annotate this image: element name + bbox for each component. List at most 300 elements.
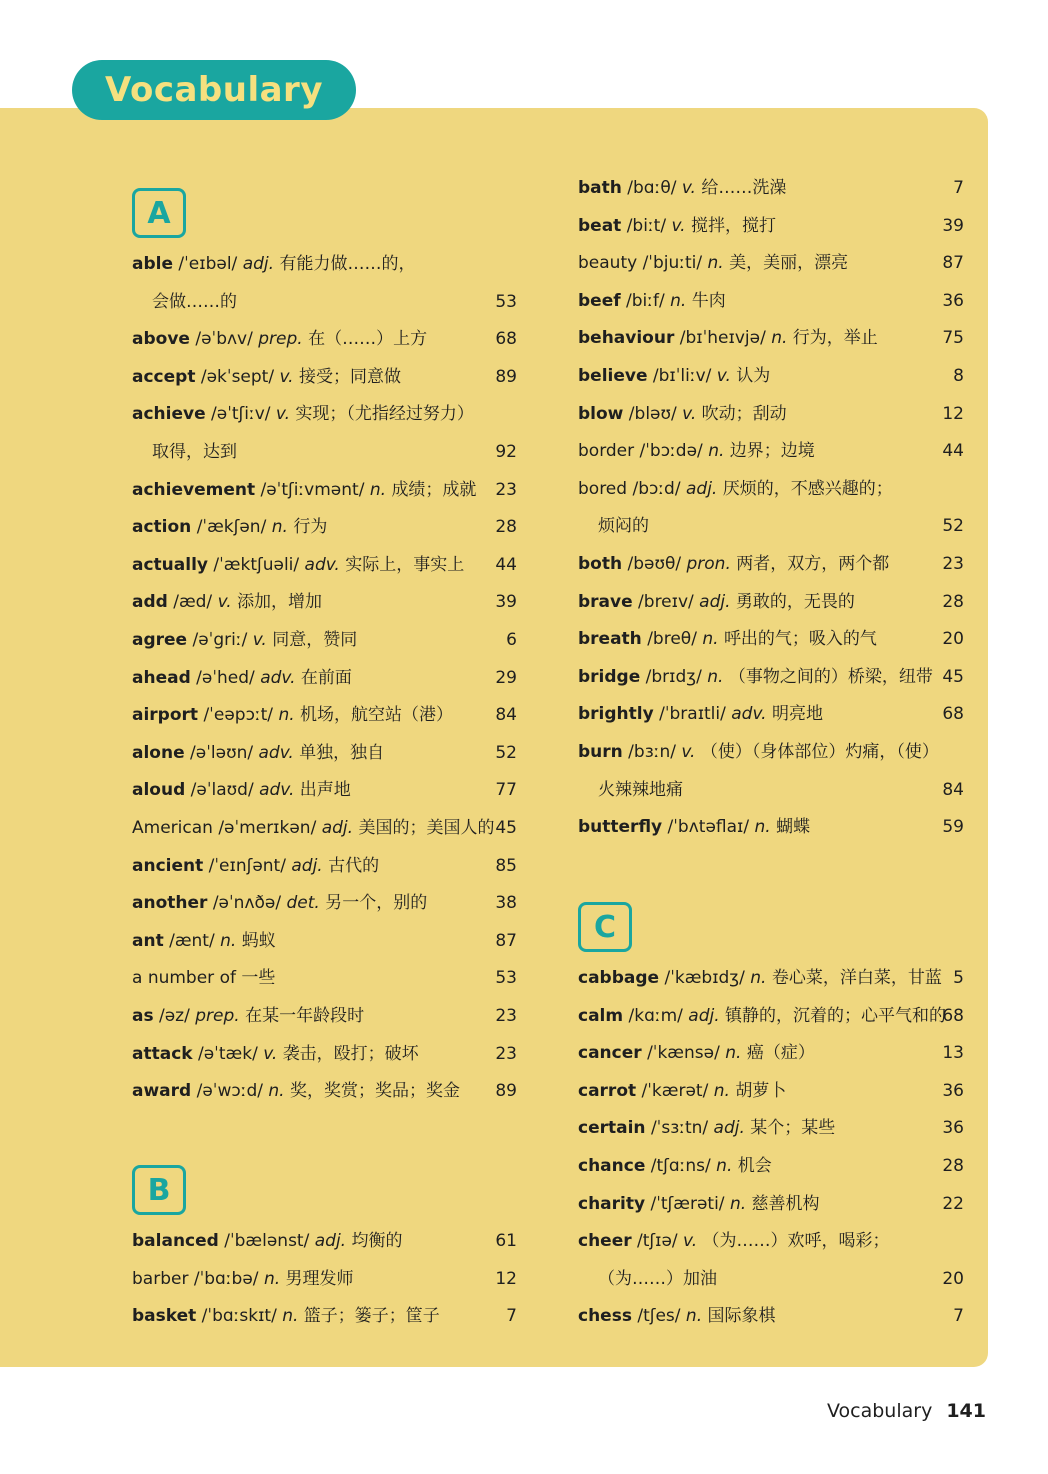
entry-phonetic: /brɪdʒ/: [645, 666, 702, 687]
entry-part-of-speech: prep.: [258, 329, 303, 350]
entry-page-number: 45: [495, 818, 517, 838]
vocabulary-entry: [578, 1077, 964, 1105]
entry-part-of-speech: adj.: [699, 591, 731, 612]
entry-phonetic: /ˈækʃən/: [196, 517, 267, 538]
entry-definition: 吹动；刮动: [701, 403, 787, 424]
entry-headword: bath: [578, 178, 622, 198]
entry-phonetic: /bɔːd/: [632, 478, 681, 499]
vocabulary-entry: [132, 701, 517, 729]
entry-page-number: 23: [495, 479, 517, 500]
entry-page-number: 20: [942, 1268, 964, 1289]
entry-headword: carrot: [578, 1080, 637, 1101]
entry-phonetic: /ˈkærət/: [641, 1080, 709, 1101]
entry-page-number: 36: [942, 1080, 964, 1101]
entry-definition: 单独，独自: [299, 742, 385, 763]
entry-continuation: [578, 1265, 964, 1293]
entry-part-of-speech: n.: [268, 1081, 285, 1102]
entry-page-number: 23: [495, 1006, 517, 1026]
entry-headword: American: [132, 818, 213, 838]
vocabulary-entry: [578, 1227, 964, 1255]
entry-definition: 篮子；篓子；筐子: [303, 1306, 440, 1327]
entry-definition: 一些: [241, 968, 276, 989]
entry-phonetic: /bɪˈheɪvjə/: [679, 328, 766, 349]
entry-headword: as: [132, 1006, 154, 1026]
entry-part-of-speech: n.: [771, 328, 788, 349]
entry-part-of-speech: v.: [681, 742, 696, 762]
vocabulary-entry: [132, 400, 517, 428]
entry-definition: 同意，赞同: [272, 630, 358, 650]
vocabulary-entry: [132, 776, 517, 804]
entry-definition: 蝴蝶: [776, 817, 811, 838]
entry-phonetic: /biːt/: [626, 215, 667, 236]
entry-headword: airport: [132, 705, 199, 726]
vocabulary-entry: [132, 927, 517, 955]
entry-headword: cancer: [578, 1043, 642, 1064]
vocabulary-entry: [132, 1227, 517, 1255]
entry-part-of-speech: n.: [716, 1156, 733, 1176]
entry-page-number: 23: [942, 554, 964, 574]
entry-phonetic: /əˈhed/: [196, 667, 255, 688]
entry-headword: add: [132, 592, 168, 613]
entry-page-number: 28: [942, 1156, 964, 1176]
entry-phonetic: /əˈmerɪkən/: [218, 818, 317, 838]
entry-headword: achieve: [132, 404, 206, 425]
entry-page-number: 20: [942, 629, 964, 650]
vocabulary-entry: [578, 475, 964, 503]
entry-headword: beef: [578, 290, 621, 311]
entry-page-number: 7: [506, 1306, 517, 1327]
entry-headword: breath: [578, 629, 642, 650]
entry-part-of-speech: v.: [716, 366, 731, 386]
entry-phonetic: /ˈkæbɪdʒ/: [664, 968, 745, 988]
footer-label: Vocabulary: [827, 1400, 933, 1422]
entry-part-of-speech: n.: [707, 253, 724, 274]
entry-headword: burn: [578, 742, 623, 762]
vocabulary-entry: [578, 362, 964, 390]
entry-definition: 慈善机构: [751, 1193, 820, 1214]
vocabulary-entry: [578, 1039, 964, 1067]
entry-part-of-speech: n.: [713, 1080, 730, 1101]
vocabulary-entry: [578, 324, 964, 352]
entry-definition: （事物之间的）桥梁，纽带: [728, 666, 933, 687]
vocabulary-entry: [578, 625, 964, 653]
entry-page-number: 7: [953, 178, 964, 198]
entry-part-of-speech: v.: [252, 630, 267, 650]
entry-headword: brave: [578, 591, 633, 612]
vocabulary-entry: [132, 1077, 517, 1105]
entry-phonetic: /tʃɑːns/: [650, 1156, 711, 1176]
entry-definition: 在（……）上方: [308, 329, 428, 350]
entry-headword: beat: [578, 215, 622, 236]
entry-headword: action: [132, 517, 192, 538]
entry-definition: 古代的: [328, 855, 380, 876]
entry-part-of-speech: adj.: [314, 1231, 347, 1251]
entry-page-number: 85: [495, 855, 517, 876]
entry-phonetic: /bɑːθ/: [627, 178, 677, 198]
entry-phonetic: /ˈbʌtəflaɪ/: [667, 817, 750, 838]
vocabulary-entry: [132, 852, 517, 880]
entry-page-number: 92: [495, 442, 517, 462]
entry-definition: （使）（身体部位）灼痛，（使）: [700, 742, 939, 762]
section-letter-b: B: [132, 1165, 186, 1215]
entry-part-of-speech: n.: [263, 1268, 281, 1289]
entry-definition: 有能力做……的，: [279, 254, 416, 274]
entry-page-number: 29: [495, 667, 517, 688]
entry-headword: both: [578, 554, 623, 574]
entry-page-number: 68: [495, 329, 517, 350]
entry-definition: 胡萝卜: [735, 1080, 787, 1101]
entry-definition: 机会: [737, 1156, 772, 1176]
entry-definition: （为……）欢呼，喝彩；: [702, 1231, 890, 1252]
entry-phonetic: /əˈtʃiːvmənt/: [260, 479, 365, 500]
entry-part-of-speech: n.: [369, 479, 387, 500]
entry-phonetic: /kɑːm/: [628, 1005, 683, 1026]
entry-phonetic: /əˈgriː/: [192, 630, 248, 650]
vocabulary-entry: [578, 437, 964, 465]
entry-page-number: 12: [495, 1268, 517, 1289]
entry-phonetic: /əˈtæk/: [198, 1043, 258, 1064]
entry-page-number: 89: [495, 366, 517, 387]
entry-page-number: 22: [942, 1193, 964, 1214]
entry-headword: ancient: [132, 855, 204, 876]
entry-headword: border: [578, 441, 635, 462]
entry-part-of-speech: adv.: [731, 704, 767, 725]
page-number: 141: [946, 1400, 986, 1422]
section-letter-a: A: [132, 188, 186, 238]
vocabulary-entry: [132, 1040, 517, 1068]
entry-definition: 成绩；成就: [391, 479, 477, 500]
vocabulary-entry: [578, 550, 964, 578]
entry-phonetic: /ˈtʃærəti/: [650, 1193, 725, 1214]
entry-headword: another: [132, 893, 208, 914]
entry-part-of-speech: v.: [681, 178, 696, 198]
entry-definition: 牛肉: [691, 290, 726, 311]
entry-page-number: 52: [495, 742, 517, 763]
entry-headword: agree: [132, 630, 188, 650]
entry-definition: 奖，奖赏；奖品；奖金: [289, 1081, 460, 1102]
entry-definition: 卷心菜，洋白菜，甘蓝: [771, 968, 942, 988]
entry-phonetic: /ˈbælənst/: [224, 1231, 310, 1251]
entry-headword: attack: [132, 1043, 193, 1064]
entry-part-of-speech: v.: [683, 1231, 698, 1252]
entry-headword: blow: [578, 403, 624, 424]
entry-headword: above: [132, 329, 190, 350]
entry-page-number: 39: [495, 592, 517, 613]
vocabulary-entry: [578, 700, 964, 728]
vocabulary-entry: [132, 889, 517, 917]
entry-definition: 实现；（尤指经过努力）: [295, 404, 474, 425]
entry-definition: 火辣辣地痛: [598, 779, 683, 800]
entry-definition: 男理发师: [285, 1268, 354, 1289]
entry-definition: 呼出的气；吸入的气: [723, 629, 877, 650]
vocabulary-entry: [132, 1302, 517, 1330]
entry-headword: able: [132, 254, 173, 274]
entry-phonetic: /bəʊθ/: [627, 554, 682, 574]
entry-part-of-speech: n.: [725, 1043, 742, 1064]
vocabulary-entry: [578, 1302, 964, 1330]
entry-definition: 蚂蚁: [241, 930, 276, 951]
entry-definition: 会做……的: [152, 291, 237, 312]
entry-definition: 机场，航空站（港）: [300, 705, 454, 726]
vocabulary-entry: [578, 287, 964, 315]
entry-part-of-speech: n.: [670, 290, 687, 311]
entry-page-number: 75: [942, 328, 964, 349]
entry-page-number: 23: [495, 1043, 517, 1064]
entry-page-number: 7: [953, 1306, 964, 1327]
section-letter-c: C: [578, 902, 632, 952]
page-footer: [827, 1400, 986, 1422]
vocabulary-entry: [578, 174, 964, 202]
entry-definition: 国际象棋: [707, 1306, 776, 1327]
entry-phonetic: /ˈeɪbəl/: [178, 254, 238, 274]
vocabulary-entry: [132, 476, 517, 504]
entry-page-number: 68: [942, 1005, 964, 1026]
entry-headword: alone: [132, 742, 185, 763]
entry-continuation: [578, 776, 964, 804]
vocabulary-entry: [132, 814, 517, 842]
page-title-pill: [72, 60, 356, 120]
vocabulary-entry: [132, 1002, 517, 1030]
entry-definition: 另一个，别的: [325, 893, 428, 914]
entry-page-number: 87: [495, 930, 517, 951]
entry-page-number: 44: [942, 441, 964, 462]
entry-page-number: 87: [942, 253, 964, 274]
entry-definition: 认为: [736, 366, 771, 386]
entry-phonetic: /tʃɪə/: [637, 1231, 678, 1252]
entry-headword: cheer: [578, 1231, 632, 1252]
vocabulary-entry: [132, 551, 517, 579]
entry-page-number: 45: [942, 666, 964, 687]
entry-part-of-speech: v.: [275, 404, 290, 425]
entry-part-of-speech: n.: [282, 1306, 299, 1327]
entry-phonetic: /breɪv/: [638, 591, 694, 612]
entry-part-of-speech: adj.: [688, 1005, 720, 1026]
entry-definition: 烦闷的: [598, 516, 649, 537]
entry-part-of-speech: n.: [754, 817, 771, 838]
entry-definition: 给……洗澡: [701, 178, 787, 198]
vocabulary-entry: [132, 626, 517, 654]
entry-page-number: 68: [942, 704, 964, 725]
entry-definition: 两者，双方，两个都: [736, 554, 890, 574]
entry-continuation: [132, 288, 517, 316]
entry-part-of-speech: adv.: [304, 554, 340, 575]
entry-headword: bridge: [578, 666, 641, 687]
entry-headword: butterfly: [578, 817, 663, 838]
entry-definition: 取得，达到: [152, 442, 237, 462]
vocabulary-entry: [132, 739, 517, 767]
entry-definition: 某个；某些: [750, 1118, 836, 1139]
entry-part-of-speech: adv.: [260, 667, 296, 688]
vocabulary-entry: [132, 363, 517, 391]
entry-phonetic: /bləʊ/: [628, 403, 677, 424]
entry-part-of-speech: prep.: [195, 1006, 240, 1026]
vocabulary-entry: [578, 813, 964, 841]
entry-phonetic: /əˈwɔːd/: [196, 1081, 263, 1102]
entry-part-of-speech: v.: [217, 592, 232, 613]
entry-phonetic: /ˈbjuːti/: [642, 253, 703, 274]
entry-headword: charity: [578, 1193, 646, 1214]
entry-phonetic: /ˈæktʃuəli/: [213, 554, 300, 575]
entry-headword: award: [132, 1081, 192, 1102]
entry-headword: aloud: [132, 780, 186, 801]
entry-part-of-speech: v.: [263, 1043, 278, 1064]
entry-definition: 出声地: [299, 780, 351, 801]
entry-headword: barber: [132, 1268, 189, 1289]
entry-headword: calm: [578, 1005, 624, 1026]
entry-definition: 癌（症）: [746, 1043, 815, 1064]
entry-headword: believe: [578, 366, 648, 386]
entry-headword: ahead: [132, 667, 191, 688]
vocabulary-entry: [578, 964, 964, 992]
vocabulary-entry: [132, 513, 517, 541]
vocabulary-entry: [578, 1190, 964, 1218]
entry-part-of-speech: adj.: [685, 478, 718, 499]
entry-headword: a number of: [132, 968, 236, 989]
entry-phonetic: /əˈbʌv/: [195, 329, 253, 350]
entry-definition: 行为: [293, 517, 328, 538]
entry-part-of-speech: n.: [708, 441, 725, 462]
entry-phonetic: /əˈnʌðə/: [212, 893, 282, 914]
entry-definition: 勇敢的，无畏的: [735, 591, 855, 612]
entry-headword: balanced: [132, 1231, 219, 1251]
entry-phonetic: /əˈlaʊd/: [190, 780, 254, 801]
vocabulary-entry: [132, 250, 517, 278]
entry-phonetic: /əkˈsept/: [200, 366, 275, 387]
vocabulary-entry: [578, 1152, 964, 1180]
entry-part-of-speech: adv.: [258, 742, 294, 763]
entry-part-of-speech: n.: [729, 1193, 747, 1214]
entry-phonetic: /ˈeɪnʃənt/: [208, 855, 286, 876]
entry-page-number: 13: [942, 1043, 964, 1064]
vocabulary-entry: [578, 1114, 964, 1142]
entry-part-of-speech: adj.: [291, 855, 323, 876]
entry-definition: 镇静的，沉着的；心平气和的: [725, 1005, 947, 1026]
entry-part-of-speech: adj.: [242, 254, 275, 274]
entry-definition: 均衡的: [351, 1231, 403, 1251]
vocabulary-entry: [578, 1002, 964, 1030]
entry-definition: 行为，举止: [792, 328, 878, 349]
entry-phonetic: /əˈtʃiːv/: [211, 404, 271, 425]
entry-part-of-speech: n.: [220, 930, 237, 951]
entry-continuation: [578, 512, 964, 540]
entry-phonetic: /ˈkænsə/: [647, 1043, 720, 1064]
entry-part-of-speech: adj.: [713, 1118, 745, 1139]
entry-page-number: 84: [495, 705, 517, 726]
entry-page-number: 8: [953, 366, 964, 386]
entry-page-number: 38: [495, 893, 517, 914]
entry-headword: behaviour: [578, 328, 675, 349]
entry-page-number: 6: [506, 630, 517, 650]
entry-part-of-speech: v.: [671, 215, 686, 236]
entry-definition: 接受；同意做: [298, 366, 401, 387]
entry-page-number: 36: [942, 290, 964, 311]
entry-definition: 在前面: [300, 667, 352, 688]
entry-headword: brightly: [578, 704, 654, 725]
entry-definition: 实际上，事实上: [345, 554, 465, 575]
entry-phonetic: /biːf/: [626, 290, 665, 311]
entry-definition: 边界；边境: [729, 441, 815, 462]
entry-part-of-speech: n.: [702, 629, 719, 650]
entry-page-number: 28: [942, 591, 964, 612]
vocabulary-entry: [578, 400, 964, 428]
entry-definition: 袭击，殴打；破坏: [282, 1043, 419, 1064]
entry-page-number: 44: [495, 554, 517, 575]
entry-phonetic: /bɜːn/: [628, 742, 676, 762]
entry-headword: achievement: [132, 479, 256, 500]
entry-page-number: 53: [495, 291, 517, 312]
entry-part-of-speech: n.: [707, 666, 724, 687]
entry-page-number: 53: [495, 968, 517, 989]
entry-phonetic: /ˈbɔːdə/: [639, 441, 703, 462]
entry-part-of-speech: adj.: [321, 818, 354, 838]
entry-phonetic: /ænt/: [169, 930, 215, 951]
entry-page-number: 59: [942, 817, 964, 838]
entry-part-of-speech: n.: [278, 705, 295, 726]
entry-phonetic: /ˈeəpɔːt/: [203, 705, 274, 726]
entry-phonetic: /breθ/: [647, 629, 697, 650]
entry-part-of-speech: n.: [271, 517, 288, 538]
vocabulary-entry: [132, 325, 517, 353]
entry-page-number: 5: [953, 968, 964, 988]
entry-phonetic: /ˈbraɪtli/: [659, 704, 726, 725]
entry-phonetic: /ˈbɑːbə/: [193, 1268, 259, 1289]
vocabulary-entry: [578, 249, 964, 277]
entry-phonetic: /bɪˈliːv/: [652, 366, 712, 386]
entry-definition: 添加，增加: [237, 592, 323, 613]
entry-phonetic: /ˈsɜːtn/: [650, 1118, 709, 1139]
entry-definition: 在某一年龄段时: [245, 1006, 365, 1026]
entry-part-of-speech: det.: [286, 893, 320, 914]
entry-part-of-speech: adv.: [259, 780, 295, 801]
vocabulary-entry: [132, 588, 517, 616]
entry-definition: 厌烦的，不感兴趣的；: [722, 478, 893, 499]
entry-headword: chess: [578, 1306, 632, 1327]
entry-definition: 美国的；美国人的: [358, 818, 495, 838]
entry-part-of-speech: v.: [279, 366, 294, 387]
entry-definition: 美，美丽，漂亮: [729, 253, 849, 274]
entry-phonetic: /tʃes/: [637, 1306, 681, 1327]
vocabulary-entry: [132, 964, 517, 992]
page-title: Vocabulary: [105, 70, 323, 110]
entry-headword: certain: [578, 1118, 646, 1139]
entry-page-number: 52: [942, 516, 964, 537]
entry-headword: cabbage: [578, 968, 660, 988]
entry-headword: bored: [578, 478, 628, 499]
entry-headword: basket: [132, 1306, 197, 1327]
entry-page-number: 84: [942, 779, 964, 800]
entry-page-number: 36: [942, 1118, 964, 1139]
entry-page-number: 28: [495, 517, 517, 538]
vocabulary-entry: [132, 1265, 517, 1293]
entry-page-number: 89: [495, 1081, 517, 1102]
vocabulary-entry: [132, 664, 517, 692]
vocabulary-entry: [578, 588, 964, 616]
vocabulary-entry: [578, 212, 964, 240]
entry-part-of-speech: v.: [682, 403, 697, 424]
entry-definition: （为……）加油: [598, 1268, 717, 1289]
entry-headword: actually: [132, 554, 208, 575]
entry-part-of-speech: pron.: [686, 554, 731, 574]
entry-headword: accept: [132, 366, 196, 387]
entry-continuation: [132, 438, 517, 466]
entry-phonetic: /æd/: [173, 592, 213, 613]
entry-headword: chance: [578, 1156, 646, 1176]
entry-phonetic: /ˈbɑːskɪt/: [201, 1306, 277, 1327]
entry-phonetic: /əz/: [159, 1006, 190, 1026]
entry-definition: 搅拌，搅打: [690, 215, 776, 236]
entry-page-number: 39: [942, 215, 964, 236]
entry-headword: beauty: [578, 253, 638, 274]
